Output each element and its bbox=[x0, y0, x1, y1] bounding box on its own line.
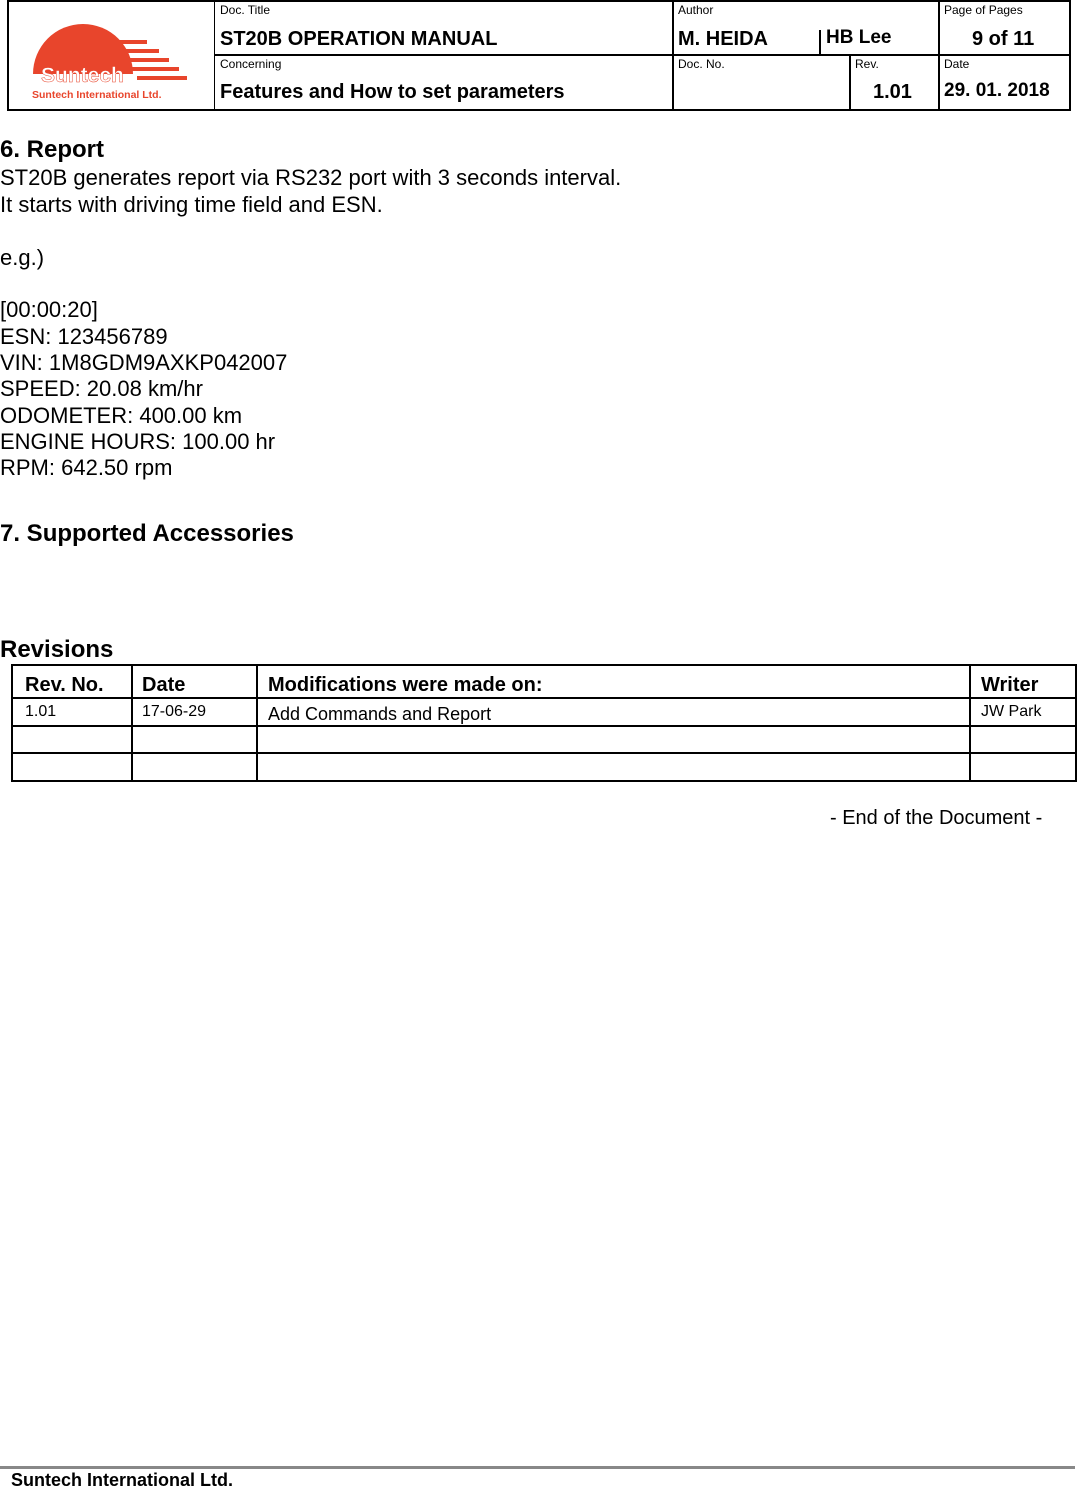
col-header-date: Date bbox=[142, 674, 186, 696]
footer-divider bbox=[0, 1466, 1075, 1469]
rev-cell bbox=[849, 56, 938, 109]
doc-title-label: Doc. Title bbox=[220, 3, 271, 17]
footer-company: Suntech International Ltd. bbox=[11, 1470, 234, 1490]
end-of-document-note: - End of the Document - bbox=[830, 807, 1043, 829]
sample-line: VIN: 1M8GDM9AXKP042007 bbox=[0, 350, 288, 375]
col-header-modifications: Modifications were made on: bbox=[268, 674, 543, 696]
rev-writer-cell: JW Park bbox=[981, 703, 1042, 720]
sample-line: ENGINE HOURS: 100.00 hr bbox=[0, 429, 276, 454]
author-label: Author bbox=[678, 3, 714, 17]
report-description-line2: It starts with driving time field and ESN. bbox=[0, 192, 383, 217]
example-label: e.g.) bbox=[0, 245, 45, 270]
date-label: Date bbox=[944, 57, 970, 71]
author-secondary: HB Lee bbox=[826, 27, 892, 48]
col-header-writer: Writer bbox=[981, 674, 1039, 696]
concerning-text: Features and How to set parameters bbox=[220, 81, 565, 103]
page-number: 9 of 11 bbox=[972, 28, 1035, 50]
sample-line: ODOMETER: 400.00 km bbox=[0, 403, 243, 428]
revisions-title: Revisions bbox=[0, 636, 114, 663]
doc-no-cell bbox=[672, 56, 849, 109]
document-header bbox=[7, 0, 1071, 111]
concerning-cell bbox=[214, 56, 672, 109]
sample-line: ESN: 123456789 bbox=[0, 324, 168, 349]
sample-line: [00:00:20] bbox=[0, 297, 98, 322]
doc-title-cell bbox=[214, 2, 672, 54]
logo-brand-text: Suntech bbox=[41, 64, 124, 87]
date-cell bbox=[938, 56, 1069, 109]
report-description-line1: ST20B generates report via RS232 port with 3 seconds interval. bbox=[0, 165, 622, 190]
page-label: Page of Pages bbox=[944, 3, 1023, 17]
suntech-logo-icon bbox=[9, 2, 214, 109]
accessories-section-title: 7. Supported Accessories bbox=[0, 520, 294, 547]
logo-subtitle-text: Suntech International Ltd. bbox=[32, 89, 162, 101]
company-logo bbox=[9, 2, 215, 109]
sample-line: RPM: 642.50 rpm bbox=[0, 455, 173, 480]
report-section-title: 6. Report bbox=[0, 136, 105, 163]
date-value: 29. 01. 2018 bbox=[944, 80, 1050, 101]
rev-number: 1.01 bbox=[873, 81, 912, 103]
revisions-table bbox=[11, 664, 1077, 782]
sample-line: SPEED: 20.08 km/hr bbox=[0, 376, 203, 401]
doc-no-label: Doc. No. bbox=[678, 57, 725, 71]
page-cell bbox=[938, 2, 1069, 54]
author-cell bbox=[672, 2, 938, 54]
col-header-rev-no: Rev. No. bbox=[25, 674, 104, 696]
author-primary: M. HEIDA bbox=[678, 28, 768, 50]
rev-label: Rev. bbox=[855, 57, 879, 71]
rev-no-cell: 1.01 bbox=[25, 703, 57, 720]
rev-date-cell: 17-06-29 bbox=[142, 703, 207, 720]
doc-title: ST20B OPERATION MANUAL bbox=[220, 28, 498, 50]
concerning-label: Concerning bbox=[220, 57, 282, 71]
rev-modification-cell: Add Commands and Report bbox=[268, 704, 492, 724]
